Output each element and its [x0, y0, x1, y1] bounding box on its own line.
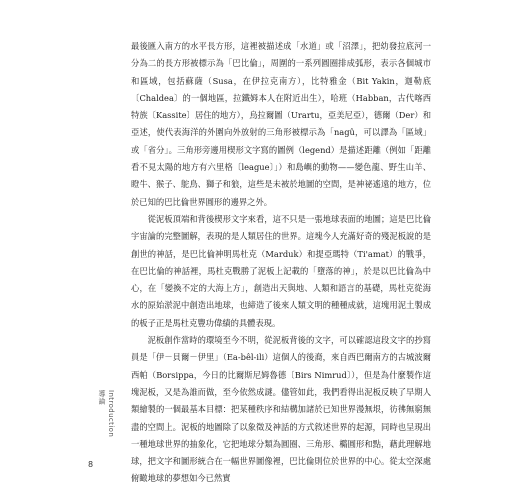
running-section-label [75, 390, 115, 437]
paragraph: 最後匯入南方的水平長方形，這裡被描述成「水道」或「沼澤」，把幼發拉底河一分為二的長方形被標示為「巴比倫」，周圍的一系列圓圈排成弧形，表示各個城市和區域，包括蘇薩（Susa，在伊拉克南方），比特雅金（Bit Yakin，迦勒底〔Chaldea〕的一個地區，拉鐵姆本人在附近出生），哈班（Habban，古代喀西特族〔Kassite〕居住的地方），烏拉爾圖（Urartu，亞美尼亞），德爾（Der）和亞述，使代表海洋的外圍向外放射的三角形被標示為「nagû，可以譯為「區域」或「省分」。三角形旁邊用楔形文字寫的圖例（legend）是描述距離（例如「距離看不見太陽的地方有六里格〔league〕」）和島嶼的動物——變色龍、野生山羊、瞪牛、猴子、鴕鳥、獅子和狼，這些是未被於地圖的空間，是神祕遙遠的地方，位於已知的巴比倫世界圓形的邊界之外。 [131, 41, 431, 207]
page-number: 8 [88, 460, 94, 469]
paragraph: 泥板創作當時的環境至今不明，從泥板背後的文字，可以確認這段文字的抄寫員是「伊－貝爾－伊里」（Ea-bêl-ili）這個人的後裔，來自西巴爾南方的古城波爾西帕（Borsippa，今日的比爾斯尼姆魯德〔Birs Nimrud〕），但是為什麼製作這塊泥板，又是為誰而做，至今依然成謎。儘管如此，我們看得出泥板反映了早期人類繪製的一個最基本目標：把某種秩序和結構加諸於已知世界漫無垠，彷彿無窮無盡的空間上。泥板的地圖除了以象徵及神話的方式敘述世界的起源，同時也呈現出一種地球世界的抽象化，它把地球分類為圓圈、三角形、橢圓形和點，藉此理解地球，把文字和圖形統合在一幅世界圖像裡，巴比倫則位於世界的中心。從太空深處俯瞰地球的夢想如今已然實 [131, 335, 431, 484]
section-label-english: Introduction [107, 390, 115, 438]
section-label-chinese: 導論 [98, 390, 106, 405]
body-text [131, 38, 431, 488]
paragraph: 從泥板頂端和背後楔形文字來看，這不只是一張地球表面的地圖；這是巴比倫宇宙論的完整圖解，表現的是人類居住的世界。這塊今人充滿好奇的殘泥板說的是創世的神話，是巴比倫神明馬杜克（Marduk）和提亞瑪特（Ti'amat）的戰爭，在巴比倫的神話裡，馬杜克戰勝了泥板上記載的「墮落的神」，於是以巴比倫為中心，在「變換不定的大海上方」，創造出天與地、人類和語言的基礎，馬杜克從海水的原始淤泥中創造出地球，也締造了後來人類文明的種種成就，這塊用泥土製成的板子正是馬杜克豐功偉績的具體表現。 [131, 213, 431, 328]
